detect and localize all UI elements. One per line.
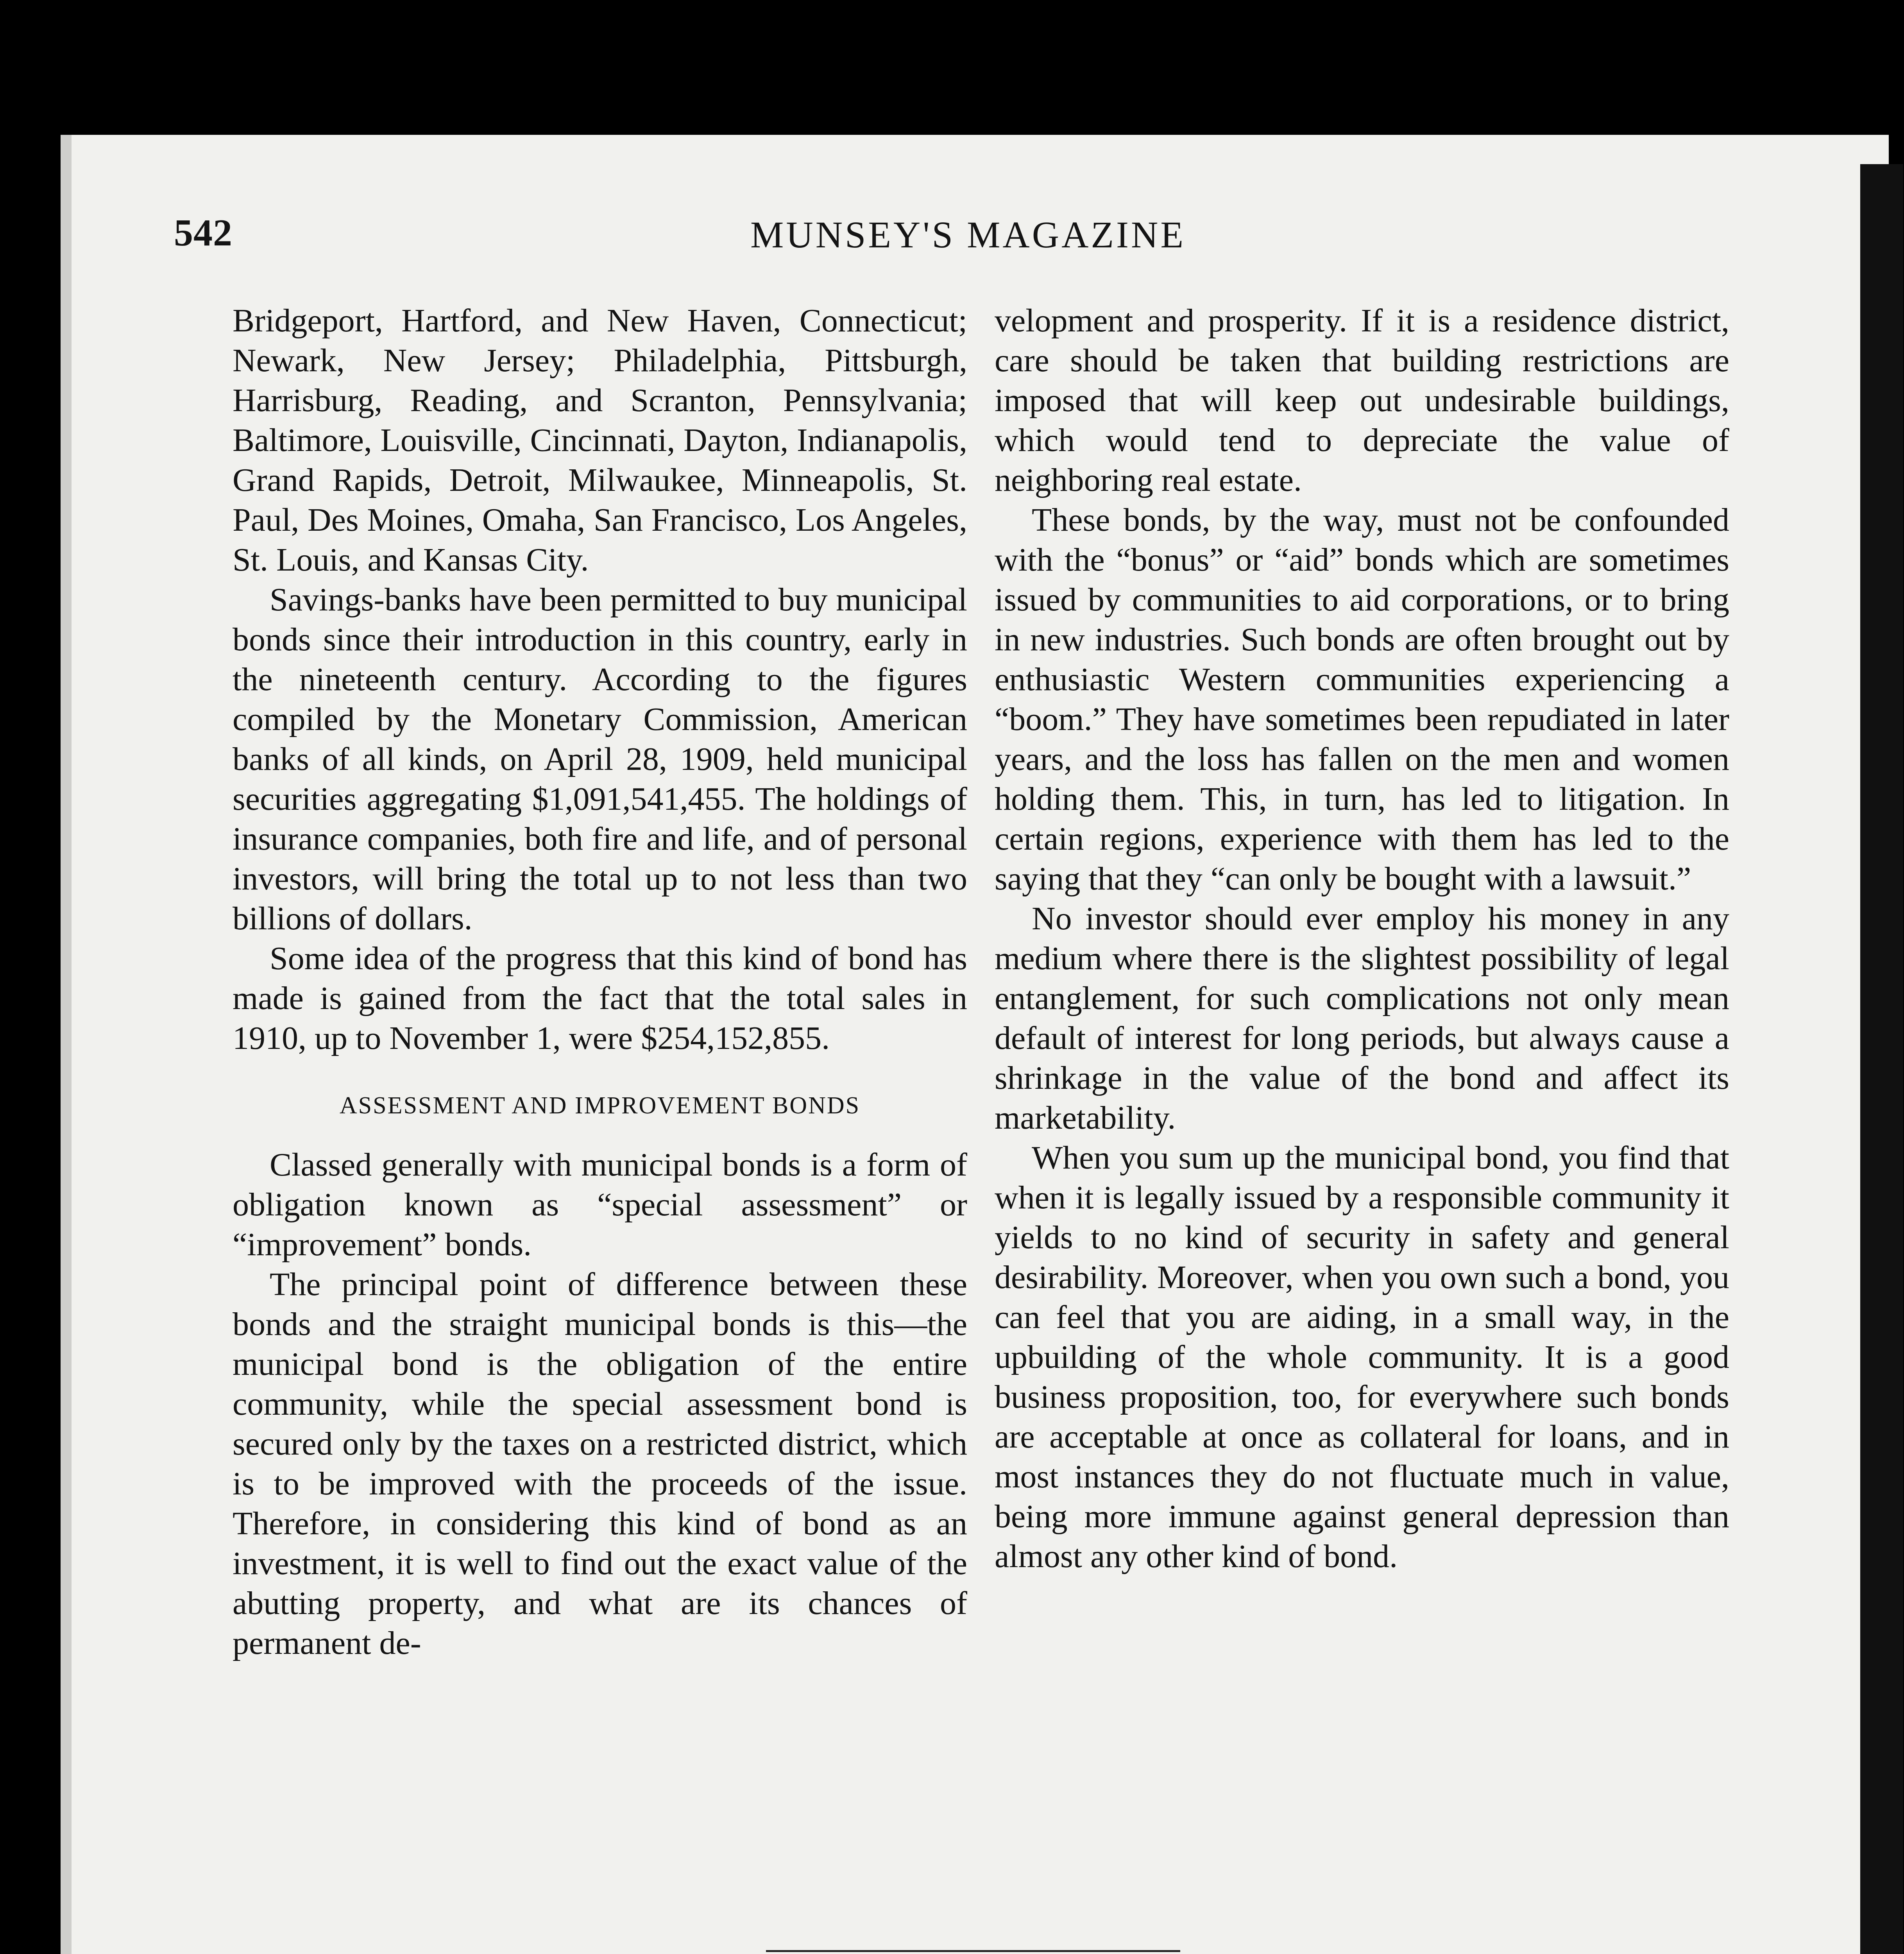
page-number: 542 (174, 212, 233, 254)
right-column (995, 301, 1729, 1576)
paragraph: Some idea of the progress that this kind of bond has made is gained from the fact that the total sales in 1910, up to November 1, were $254,152,855. (233, 940, 967, 1056)
paragraph: No investor should ever employ his money in any medium where there is the slightest possibility of legal entanglement, for such complications not only mean default of interest for long periods, but always cause a shrinkage in the value of the bond and affect its marketability. (995, 900, 1729, 1136)
divider-rule (766, 1950, 1180, 1952)
paragraph: When you sum up the municipal bond, you find that when it is legally issued by a responsible community it yields to no kind of security in safety and general desirability. Moreover, when you own such a bond, you can feel that you are aiding, in a small way, in the upbuilding of the whole community. It is a good business proposition, too, for everywhere such bonds are acceptable at once as collateral for loans, and in most instances they do not fluctuate much in value, being more immune against general depression than almost any other kind of bond. (995, 1140, 1729, 1575)
paragraph: Classed generally with municipal bonds is a form of obligation known as “special assessment” or “improvement” bonds. (233, 1147, 967, 1263)
paragraph: These bonds, by the way, must not be confounded with the “bonus” or “aid” bonds which are sometimes issued by communities to aid corporations, or to bring in new industries. Such bonds are often brought out by enthusiastic Western communities experiencing a “boom.” They have sometimes been repudiated in later years, and the loss has fallen on the men and women holding them. This, in turn, has led to litigation. In certain regions, experience with them has led to the saying that they “can only be bought with a lawsuit.” (995, 502, 1729, 897)
paragraph: Savings-banks have been permitted to buy municipal bonds since their introduction in this country, early in the nineteenth century. According to the figures compiled by the Monetary Commission, American banks of all kinds, on April 28, 1909, held municipal securities aggregating $1,091,541,455. The holdings of insurance companies, both fire and life, and of personal investors, will bring the total up to not less than two billions of dollars. (233, 582, 967, 937)
left-column (233, 301, 967, 1663)
page-shadow-edge (1860, 164, 1903, 1954)
paragraph: Bridgeport, Hartford, and New Haven, Connecticut; Newark, New Jersey; Philadelphia, Pittsburgh, Harrisburg, Reading, and Scranton, Pennsylvania; Baltimore, Louisville, Cincinnati, Dayton, Indianapolis, Grand Rapids, Detroit, Milwaukee, Minneapolis, St. Paul, Des Moines, Omaha, San Francisco, Los Angeles, St. Louis, and Kansas City. (233, 302, 967, 578)
paragraph: velopment and prosperity. If it is a residence district, care should be taken that building restrictions are imposed that will keep out undesirable buildings, which would tend to depreciate the value of neighboring real estate. (995, 302, 1729, 498)
paragraph: The principal point of difference between these bonds and the straight municipal bonds is this—the municipal bond is the obligation of the entire community, while the special assessment bond is secured only by the taxes on a restricted district, which is to be improved with the proceeds of the issue. Therefore, in considering this kind of bond as an investment, it is well to find out the exact value of the abutting property, and what are its chances of permanent de- (233, 1266, 967, 1661)
section-heading: ASSESSMENT AND IMPROVEMENT BONDS (339, 1092, 861, 1119)
magazine-title: MUNSEY'S MAGAZINE (750, 214, 1186, 256)
